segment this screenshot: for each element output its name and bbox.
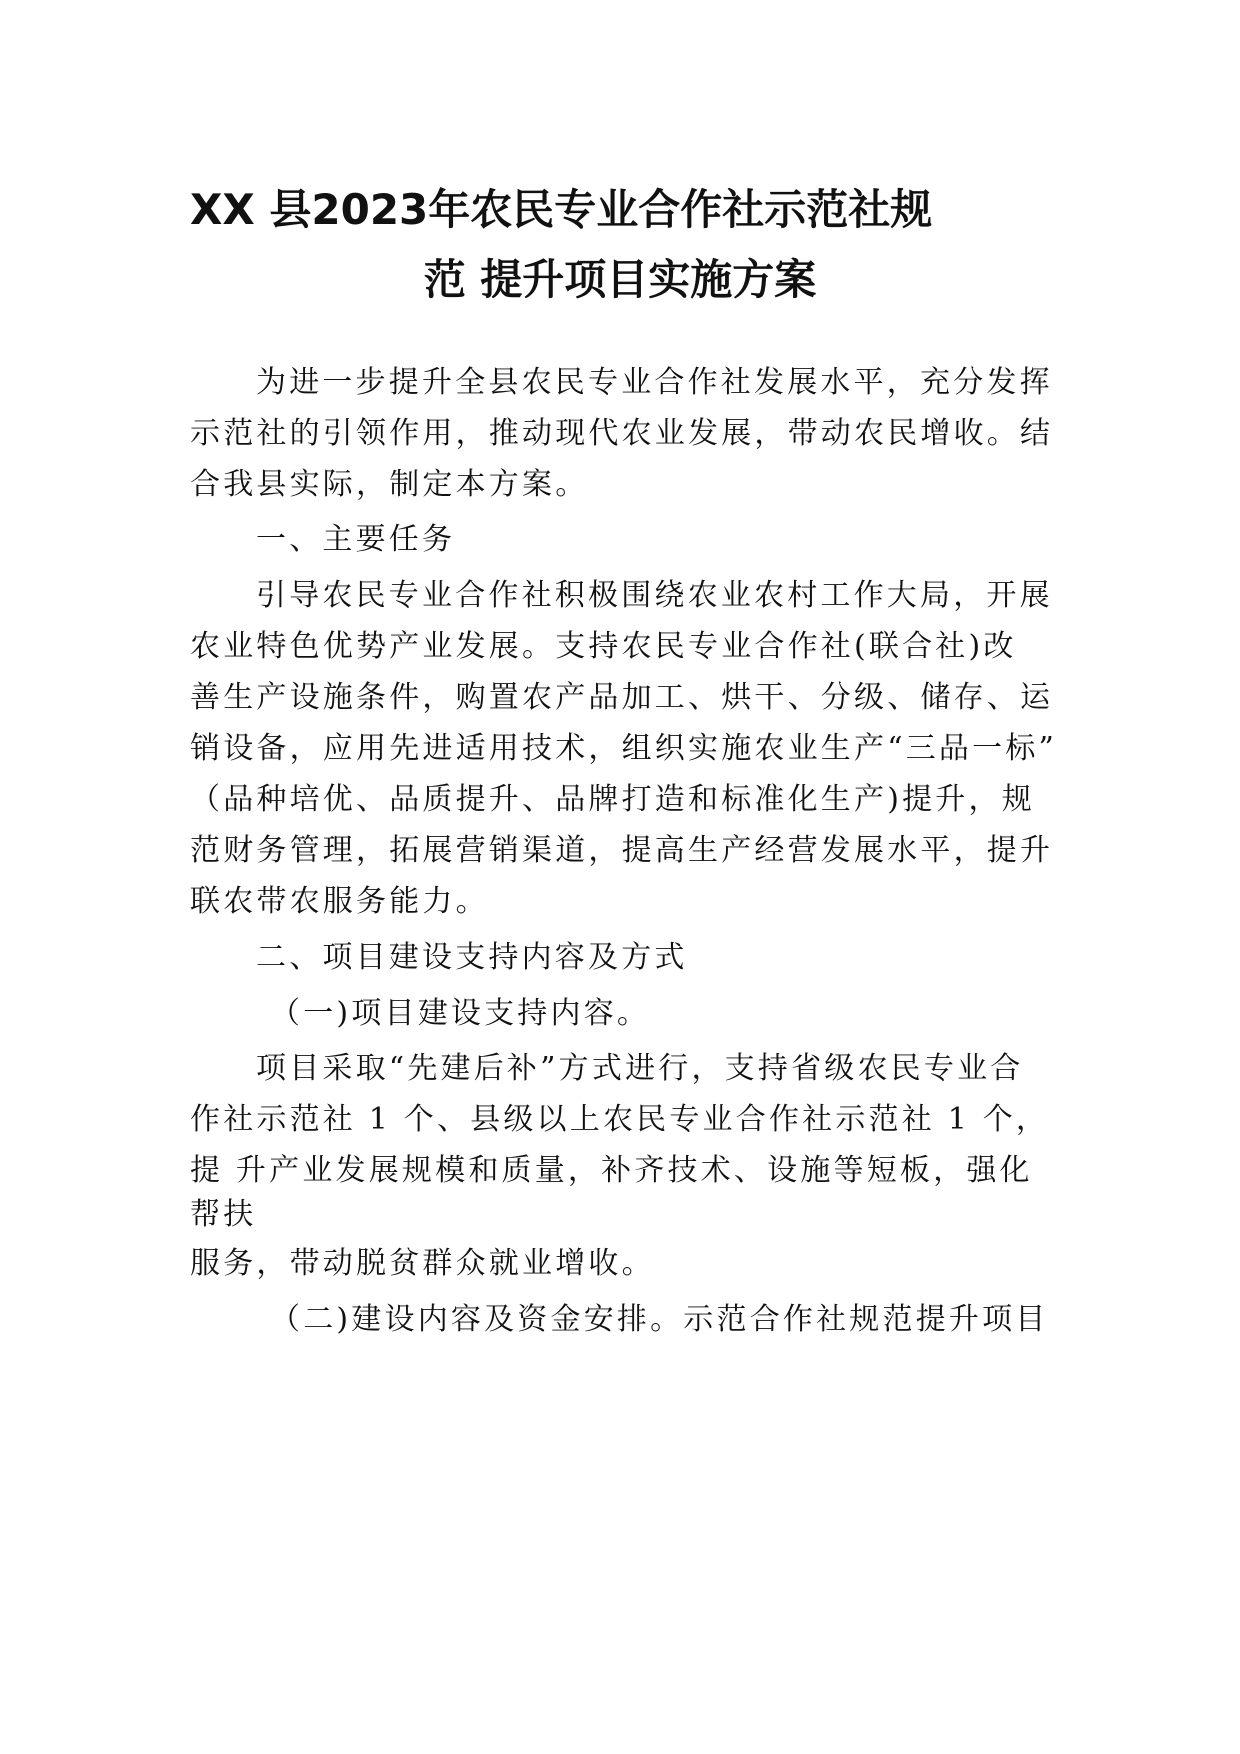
paragraph-line: 作社示范社 1 个、县级以上农民专业合作社示范社 1 个， [190, 1102, 1050, 1137]
paragraph-line: 项目采取“先建后补”方式进行，支持省级农民专业合 [256, 1051, 1024, 1086]
paragraph-line: 范财务管理，拓展营销渠道，提高生产经营发展水平，提升 [190, 833, 1054, 868]
paragraph-line: 合我县实际，制定本方案。 [190, 467, 589, 502]
paragraph-line: 销设备，应用先进适用技术，组织实施农业生产“三品一标” [190, 731, 1058, 766]
paragraph-line: 帮扶 [190, 1197, 257, 1232]
document-title-line-2: 范 提升项目实施方案 [423, 255, 817, 304]
paragraph-line: 农业特色优势产业发展。支持农民专业合作社(联合社)改 [190, 629, 1017, 664]
paragraph-line: 提 升产业发展规模和质量，补齐技术、设施等短板，强化 [190, 1153, 1033, 1188]
section-heading: 一、主要任务 [256, 522, 456, 557]
subsection-heading: （一)项目建设支持内容。 [270, 996, 651, 1031]
paragraph-line: 善生产设施条件，购置农产品加工、烘干、分级、储存、运 [190, 680, 1054, 715]
paragraph-line: 联农带农服务能力。 [190, 884, 489, 919]
section-heading: 二、项目建设支持内容及方式 [256, 940, 688, 975]
subsection-heading: （二)建设内容及资金安排。示范合作社规范提升项目 [270, 1302, 1049, 1337]
paragraph-line: 为进一步提升全县农民专业合作社发展水平，充分发挥 [256, 365, 1053, 400]
paragraph-line: 服务，带动脱贫群众就业增收。 [190, 1246, 655, 1281]
paragraph-line: 示范社的引领作用，推动现代农业发展，带动农民增收。结 [190, 416, 1054, 451]
paragraph-line: 引导农民专业合作社积极围绕农业农村工作大局，开展 [256, 578, 1053, 613]
document-title-line-1: XX 县2023年农民专业合作社示范社规 [190, 185, 933, 234]
paragraph-line: （品种培优、品质提升、品牌打造和标准化生产)提升，规 [190, 782, 1035, 817]
